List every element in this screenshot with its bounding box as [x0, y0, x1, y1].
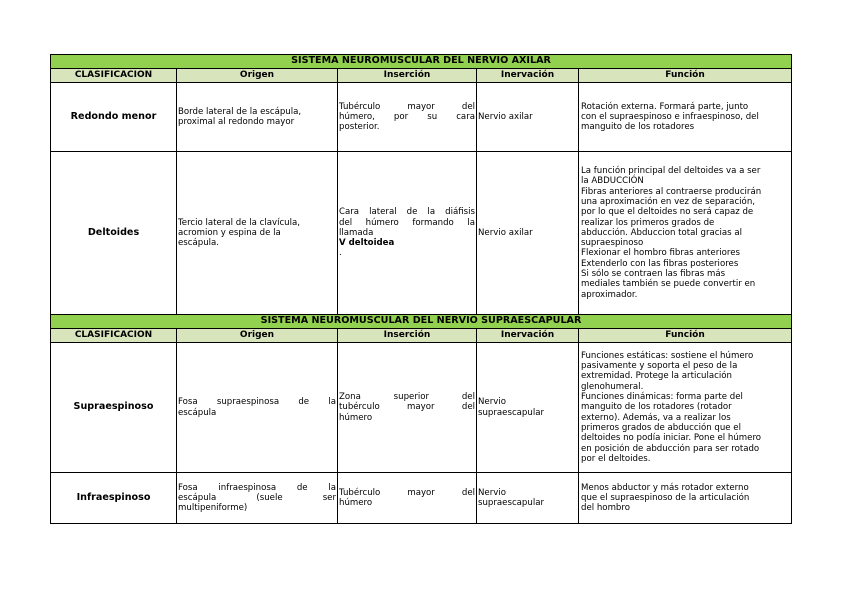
text-line: Menos abductor y más rotador externo: [581, 482, 749, 493]
text-line: supraescapular: [478, 407, 545, 418]
text-line: extremidad. Protege la articulación: [581, 371, 732, 382]
inervacion-cell: Nervio axilar: [477, 83, 579, 152]
text-line: glenohumeral.: [581, 381, 644, 392]
text-line: posterior.: [339, 122, 380, 133]
inervacion-cell: [477, 343, 579, 473]
muscle-name: Redondo menor: [51, 83, 177, 152]
text-line: Fibras anteriores al contraerse producirán: [581, 186, 762, 197]
text-line: Tubérculo mayor del: [339, 487, 475, 498]
header-clasificacion: CLASIFICACION: [51, 69, 177, 83]
text-line: Cara lateral de la diáfisis: [339, 207, 475, 218]
text-line: Rotación externa. Formará parte, junto: [581, 101, 749, 112]
funcion-cell: [579, 343, 792, 473]
text-line: externo). Además, va a realizar los: [581, 412, 731, 423]
section-title-row: [51, 55, 792, 69]
text-line: multipeniforme): [178, 503, 248, 514]
text-line: deltoides no podía iniciar. Pone el húmero: [581, 433, 762, 444]
text-line: abducción. Abduccion total gracias al: [581, 227, 743, 238]
origen-cell: [177, 473, 338, 524]
text-line: Si sólo se contraen las fibras más: [581, 269, 726, 280]
text-line: húmero, por su cara: [339, 111, 475, 122]
table-row: [51, 473, 792, 524]
text-line: supraescapular: [478, 498, 545, 508]
header-inervacion: Inervación: [477, 69, 579, 83]
text-line: del húmero formando la: [339, 217, 475, 228]
origen-cell: [177, 343, 338, 473]
text-line: la ABDUCCIÓN: [581, 176, 644, 187]
neuromuscular-table: [50, 54, 792, 524]
header-row: [51, 69, 792, 83]
section-title-axilar: SISTEMA NEUROMUSCULAR DEL NERVIO AXILAR: [51, 55, 792, 69]
text-line: pasivamente y soporta el peso de la: [581, 361, 738, 372]
inervacion-cell: [477, 473, 579, 524]
inervacion-cell: Nervio axilar: [477, 152, 579, 315]
text-line: Tercio lateral de la clavícula,: [178, 217, 301, 228]
text-line: Funciones estáticas: sostiene el húmero: [581, 350, 754, 361]
text-line: Funciones dinámicas: forma parte del: [581, 392, 743, 403]
header-origen: Origen: [177, 69, 338, 83]
text-line: supraespinoso: [581, 238, 644, 249]
text-line: Zona superior del: [339, 392, 475, 403]
text-line: [339, 228, 475, 259]
header-insercion: Inserción: [338, 69, 477, 83]
text-fragment: llamada: [339, 227, 374, 238]
insercion-cell: [338, 473, 477, 524]
funcion-cell: [579, 152, 792, 315]
text-line: por el deltoides.: [581, 453, 651, 464]
text-line: acromion y espina de la: [178, 227, 281, 238]
text-line: por lo que el deltoides no será capaz de: [581, 207, 754, 218]
text-line: Borde lateral de la escápula,: [178, 106, 302, 117]
text-line: tubérculo mayor del: [339, 402, 475, 413]
text-line: proximal al redondo mayor: [178, 117, 295, 127]
text-line: húmero: [339, 498, 373, 508]
text-line: Flexionar el hombro fibras anteriores: [581, 248, 740, 259]
text-line: húmero: [339, 412, 373, 423]
text-line: una aproximación en vez de separación,: [581, 196, 755, 207]
insercion-cell: [338, 152, 477, 315]
text-line: del hombro: [581, 503, 630, 514]
funcion-cell: [579, 473, 792, 524]
text-line: Fosa supraespinosa de la: [178, 397, 336, 408]
text-line: escápula: [178, 407, 217, 418]
text-line: Nervio: [478, 397, 506, 408]
text-line: manguito de los rotadores: [581, 122, 695, 133]
header-clasificacion: CLASIFICACION: [51, 329, 177, 343]
header-row: [51, 329, 792, 343]
text-line: realizar los primeros grados de: [581, 217, 715, 228]
text-line: Fosa infraespinosa de la: [178, 482, 336, 493]
origen-cell: [177, 152, 338, 315]
origen-cell: [177, 83, 338, 152]
text-line: que el supraespinoso de la articulación: [581, 492, 750, 503]
header-inervacion: Inervación: [477, 329, 579, 343]
text-line: escápula.: [178, 238, 220, 249]
text-line: Tubérculo mayor del: [339, 101, 475, 112]
text-line: primeros grados de abducción que el: [581, 422, 741, 433]
header-origen: Origen: [177, 329, 338, 343]
text-line: aproximador.: [581, 289, 638, 300]
table-row: [51, 83, 792, 152]
muscle-name: Infraespinoso: [51, 473, 177, 524]
text-line: Nervio: [478, 487, 506, 498]
insercion-cell: [338, 83, 477, 152]
section-title-row: [51, 315, 792, 329]
text-line: manguito de los rotadores (rotador: [581, 402, 732, 413]
insercion-cell: [338, 343, 477, 473]
text-line: La función principal del deltoides va a ser: [581, 166, 761, 177]
header-insercion: Inserción: [338, 329, 477, 343]
text-line: escápula (suele ser: [178, 492, 336, 503]
section-title-supraescapular: SISTEMA NEUROMUSCULAR DEL NERVIO SUPRAESCAPULAR: [51, 315, 792, 329]
v-deltoidea-bold: V deltoidea: [339, 238, 395, 249]
muscle-name: Supraespinoso: [51, 343, 177, 473]
text-fragment: .: [339, 248, 342, 259]
text-line: Extenderlo con las fibras posteriores: [581, 258, 739, 269]
text-line: mediales también se puede convertir en: [581, 279, 756, 290]
muscle-name: Deltoides: [51, 152, 177, 315]
table-row: [51, 343, 792, 473]
text-line: en posición de abducción para ser rotado: [581, 443, 760, 454]
funcion-cell: [579, 83, 792, 152]
text-line: con el supraespinoso e infraespinoso, del: [581, 111, 759, 122]
header-funcion: Función: [579, 329, 792, 343]
header-funcion: Función: [579, 69, 792, 83]
table-row: [51, 152, 792, 315]
